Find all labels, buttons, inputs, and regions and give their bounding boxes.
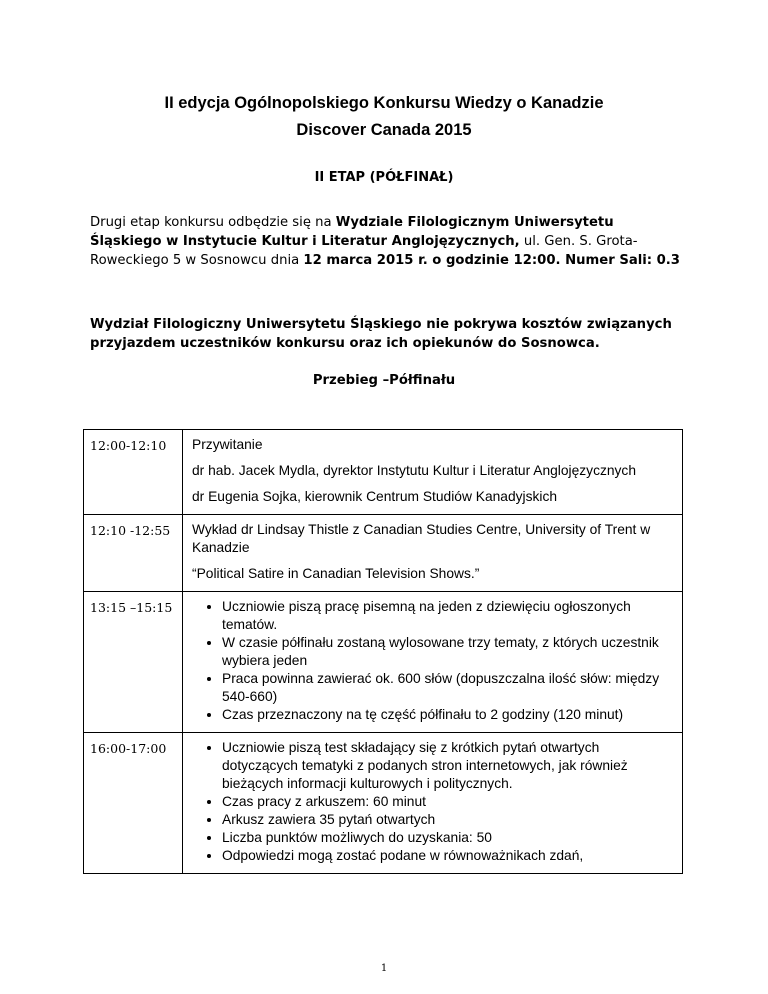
- row-text: dr Eugenia Sojka, kierownik Centrum Studiów Kanadyjskich: [192, 489, 558, 504]
- list-item: • Praca powinna zawierać ok. 600 słów (dopuszczalna ilość słów: między 540-660): [222, 670, 676, 706]
- schedule-table: [83, 429, 683, 874]
- table-row: [84, 733, 683, 874]
- row-text: Przywitanie: [192, 437, 263, 452]
- list-item: • Czas przeznaczony na tę część półfinału to 2 godziny (120 minut): [222, 706, 676, 724]
- table-row: [84, 515, 683, 592]
- bullet-list: [192, 598, 676, 724]
- page-number: 1: [380, 963, 388, 974]
- list-item: • W czasie półfinału zostaną wylosowane trzy tematy, z których uczestnik wybiera jeden: [222, 634, 676, 670]
- schedule-heading: Przebieg –Półfinału: [312, 373, 456, 388]
- intro-date-room: 12 marca 2015 r. o godzinie 12:00. Numer Sali: 0.3: [303, 253, 680, 268]
- list-item: • Liczba punktów możliwych do uzyskania: 50: [222, 829, 676, 847]
- content-cell: [183, 430, 683, 515]
- list-item: • Uczniowie piszą test składający się z krótkich pytań otwartych dotyczących tematyki z podanych stron internetowych, jak również bieżących informacji kulturowych i politycznych.: [222, 739, 676, 793]
- table-row: [84, 592, 683, 733]
- time-cell: 12:10 -12:55: [84, 515, 183, 592]
- intro-paragraph: [90, 213, 680, 270]
- table-row: [84, 430, 683, 515]
- intro-text-1: Drugi etap konkursu odbędzie się na: [90, 215, 336, 230]
- time-cell: 13:15 –15:15: [84, 592, 183, 733]
- time-cell: 12:00-12:10: [84, 430, 183, 515]
- content-cell: [183, 733, 683, 874]
- stage-heading: II ETAP (PÓŁFINAŁ): [314, 170, 454, 185]
- content-cell: [183, 515, 683, 592]
- content-cell: [183, 592, 683, 733]
- row-text: dr hab. Jacek Mydla, dyrektor Instytutu Kultur i Literatur Anglojęzycznych: [192, 463, 637, 478]
- cost-notice: Wydział Filologiczny Uniwersytetu Śląskiego nie pokrywa kosztów związanych przyjazdem uczestników konkursu oraz ich opiekunów do Sosnowca.: [90, 317, 672, 351]
- row-text: Wykład dr Lindsay Thistle z Canadian Studies Centre, University of Trent w Kanadzie: [192, 522, 651, 555]
- document-title: II edycja Ogólnopolskiego Konkursu Wiedzy o Kanadzie: [164, 94, 604, 112]
- document-subtitle: Discover Canada 2015: [296, 121, 472, 139]
- list-item: • Odpowiedzi mogą zostać podane w równoważnikach zdań,: [222, 847, 676, 865]
- list-item: • Uczniowie piszą pracę pisemną na jeden z dziewięciu ogłoszonych tematów.: [222, 598, 676, 634]
- list-item: • Czas pracy z arkuszem: 60 minut: [222, 793, 676, 811]
- time-cell: 16:00-17:00: [84, 733, 183, 874]
- list-item: • Arkusz zawiera 35 pytań otwartych: [222, 811, 676, 829]
- row-text: “Political Satire in Canadian Television Shows.”: [192, 566, 480, 581]
- bullet-list: [192, 739, 676, 865]
- intro-address: ul. Gen. S. Grota-Roweckiego 5 w Sosnowcu dnia: [90, 234, 638, 268]
- intro-venue: Wydziale Filologicznym Uniwersytetu Śląskiego w Instytucie Kultur i Literatur Anglojęzycznych,: [90, 215, 614, 249]
